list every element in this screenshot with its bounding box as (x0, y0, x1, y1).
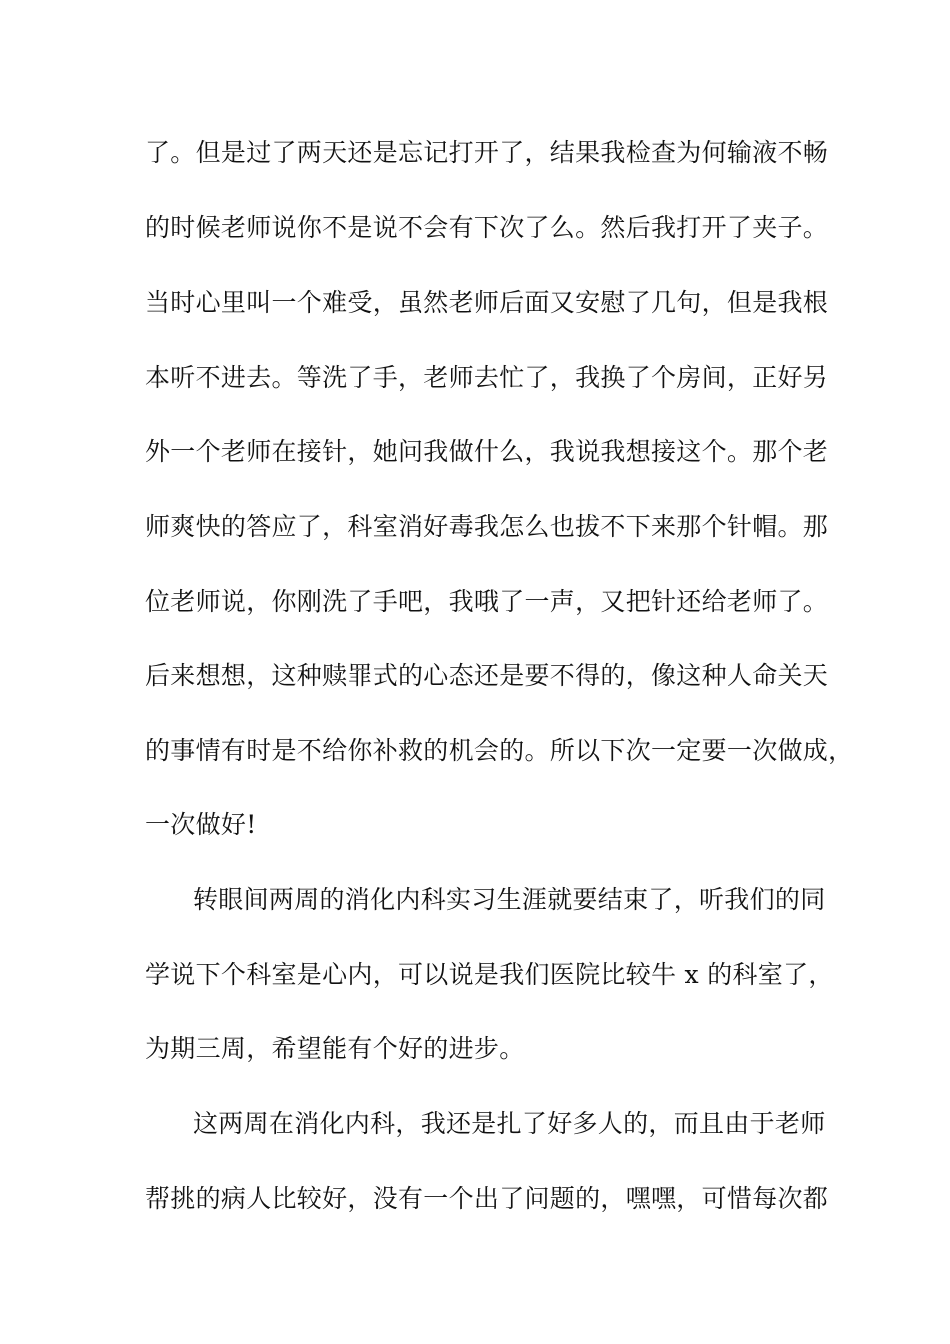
text-line: 了。但是过了两天还是忘记打开了，结果我检查为何输液不畅 (145, 138, 829, 167)
text-line: 帮挑的病人比较好，没有一个出了问题的，嘿嘿，可惜每次都 (145, 1184, 829, 1213)
text-line: 的时候老师说你不是说不会有下次了么。然后我打开了夹子。 (145, 213, 829, 242)
text-line: 师爽快的答应了，科室消好毒我怎么也拔不下来那个针帽。那 (145, 512, 829, 541)
text-line: 当时心里叫一个难受，虽然老师后面又安慰了几句，但是我根 (145, 288, 829, 317)
text-line: 本听不进去。等洗了手，老师去忙了，我换了个房间，正好另 (145, 363, 829, 392)
text-line: 外一个老师在接针，她问我做什么，我说我想接这个。那个老 (145, 437, 829, 466)
text-line: 位老师说，你刚洗了手吧，我哦了一声，又把针还给老师了。 (145, 587, 829, 616)
text-line: 为期三周，希望能有个好的进步。 (145, 1034, 525, 1063)
text-line: 的事情有时是不给你补救的机会的。所以下次一定要一次做成， (145, 736, 854, 765)
paragraph-first-line: 这两周在消化内科，我还是扎了好多人的，而且由于老师 (193, 1109, 826, 1138)
text-line: 后来想想，这种赎罪式的心态还是要不得的，像这种人命关天 (145, 661, 829, 690)
text-line: 一次做好! (145, 810, 257, 839)
paragraph-first-line: 转眼间两周的消化内科实习生涯就要结束了，听我们的同 (193, 885, 826, 914)
text-line: 学说下个科室是心内，可以说是我们医院比较牛 x 的科室了， (145, 960, 834, 989)
